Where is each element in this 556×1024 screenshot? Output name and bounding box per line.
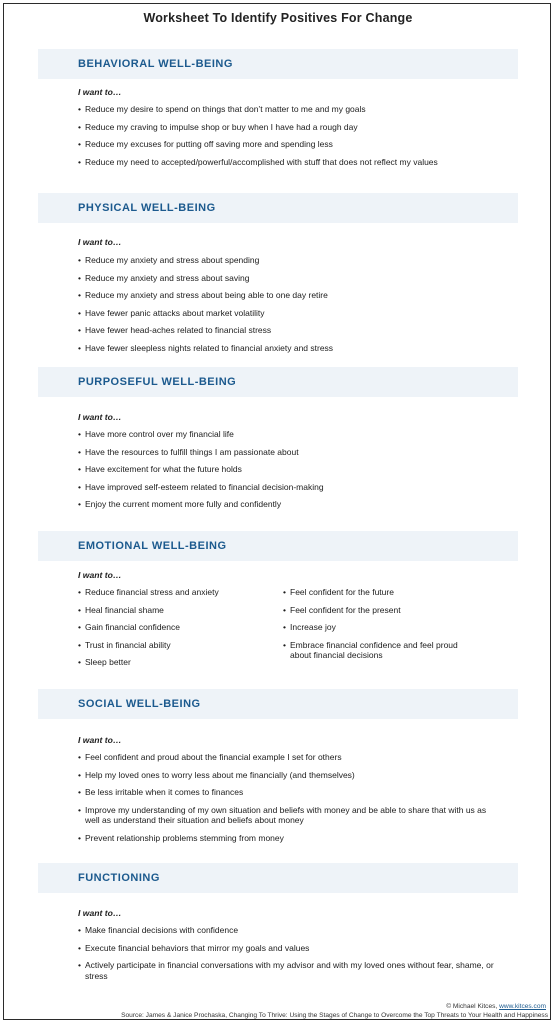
section-purposeful [38,367,518,509]
list-item: • Feel confident and proud about the financial example I set for others [78,752,498,763]
item-list [78,429,498,510]
list-item: • Make financial decisions with confidence [78,925,498,936]
section-heading: EMOTIONAL WELL-BEING [78,540,227,552]
list-item: • Embrace financial confidence and feel proud about financial decisions [283,640,478,661]
item-list [78,752,498,843]
section-header [38,531,518,561]
section-social [38,689,518,843]
list-item: • Have fewer panic attacks about market volatility [78,308,498,319]
list-item: • Gain financial confidence [78,622,278,633]
list-item: • Reduce my craving to impulse shop or buy when I have had a rough day [78,122,498,133]
list-item: • Trust in financial ability [78,640,278,651]
list-item: • Reduce my anxiety and stress about spending [78,255,498,266]
list-item: • Reduce financial stress and anxiety [78,587,278,598]
intro-label: I want to… [78,412,122,422]
section-header [38,367,518,397]
footer-copyright [446,1003,546,1010]
section-header [38,49,518,79]
section-heading: PURPOSEFUL WELL-BEING [78,376,237,388]
item-list [78,925,498,981]
list-item: • Have fewer sleepless nights related to financial anxiety and stress [78,343,498,354]
item-list-right [283,587,478,661]
copyright-text: © Michael Kitces, [446,1003,498,1010]
section-heading: BEHAVIORAL WELL-BEING [78,58,233,70]
list-item: • Sleep better [78,657,278,668]
list-item: • Reduce my desire to spend on things that don’t matter to me and my goals [78,104,498,115]
kitces-link[interactable]: www.kitces.com [499,1003,546,1010]
intro-label: I want to… [78,570,122,580]
list-item: • Help my loved ones to worry less about me financially (and themselves) [78,770,498,781]
section-behavioral [38,49,518,167]
section-heading: SOCIAL WELL-BEING [78,698,201,710]
intro-label: I want to… [78,87,122,97]
list-item: • Improve my understanding of my own situation and beliefs with money and be able to share that with us as well as understand their situation and beliefs about money [78,805,498,826]
section-heading: FUNCTIONING [78,872,160,884]
list-item: • Actively participate in financial conversations with my advisor and with my loved ones without fear, shame, or stress [78,960,498,981]
list-item: • Feel confident for the future [283,587,478,598]
list-item: • Reduce my anxiety and stress about being able to one day retire [78,290,498,301]
section-header [38,689,518,719]
list-item: • Reduce my need to accepted/powerful/accomplished with stuff that does not reflect my values [78,157,498,168]
footer-source: Source: James & Janice Prochaska, Changing To Thrive: Using the Stages of Change to Overcome the Top Threats to Your Health and Happiness [121,1012,548,1019]
section-emotional [38,531,518,667]
list-item: • Prevent relationship problems stemming from money [78,833,498,844]
item-list-left [78,587,278,668]
intro-label: I want to… [78,735,122,745]
section-functioning [38,863,518,981]
intro-label: I want to… [78,237,122,247]
list-item: • Have more control over my financial life [78,429,498,440]
list-item: • Be less irritable when it comes to finances [78,787,498,798]
item-list [78,255,498,353]
item-list [78,104,498,167]
list-item: • Feel confident for the present [283,605,478,616]
intro-label: I want to… [78,908,122,918]
list-item: • Increase joy [283,622,478,633]
list-item: • Heal financial shame [78,605,278,616]
list-item: • Enjoy the current moment more fully and confidently [78,499,498,510]
section-heading: PHYSICAL WELL-BEING [78,202,216,214]
list-item: • Reduce my excuses for putting off saving more and spending less [78,139,498,150]
section-physical [38,193,518,353]
list-item: • Reduce my anxiety and stress about saving [78,273,498,284]
list-item: • Have the resources to fulfill things I am passionate about [78,447,498,458]
list-item: • Have improved self-esteem related to financial decision-making [78,482,498,493]
section-header [38,193,518,223]
list-item: • Execute financial behaviors that mirror my goals and values [78,943,498,954]
list-item: • Have fewer head-aches related to financial stress [78,325,498,336]
list-item: • Have excitement for what the future holds [78,464,498,475]
section-header [38,863,518,893]
page-title: Worksheet To Identify Positives For Change [143,11,413,25]
